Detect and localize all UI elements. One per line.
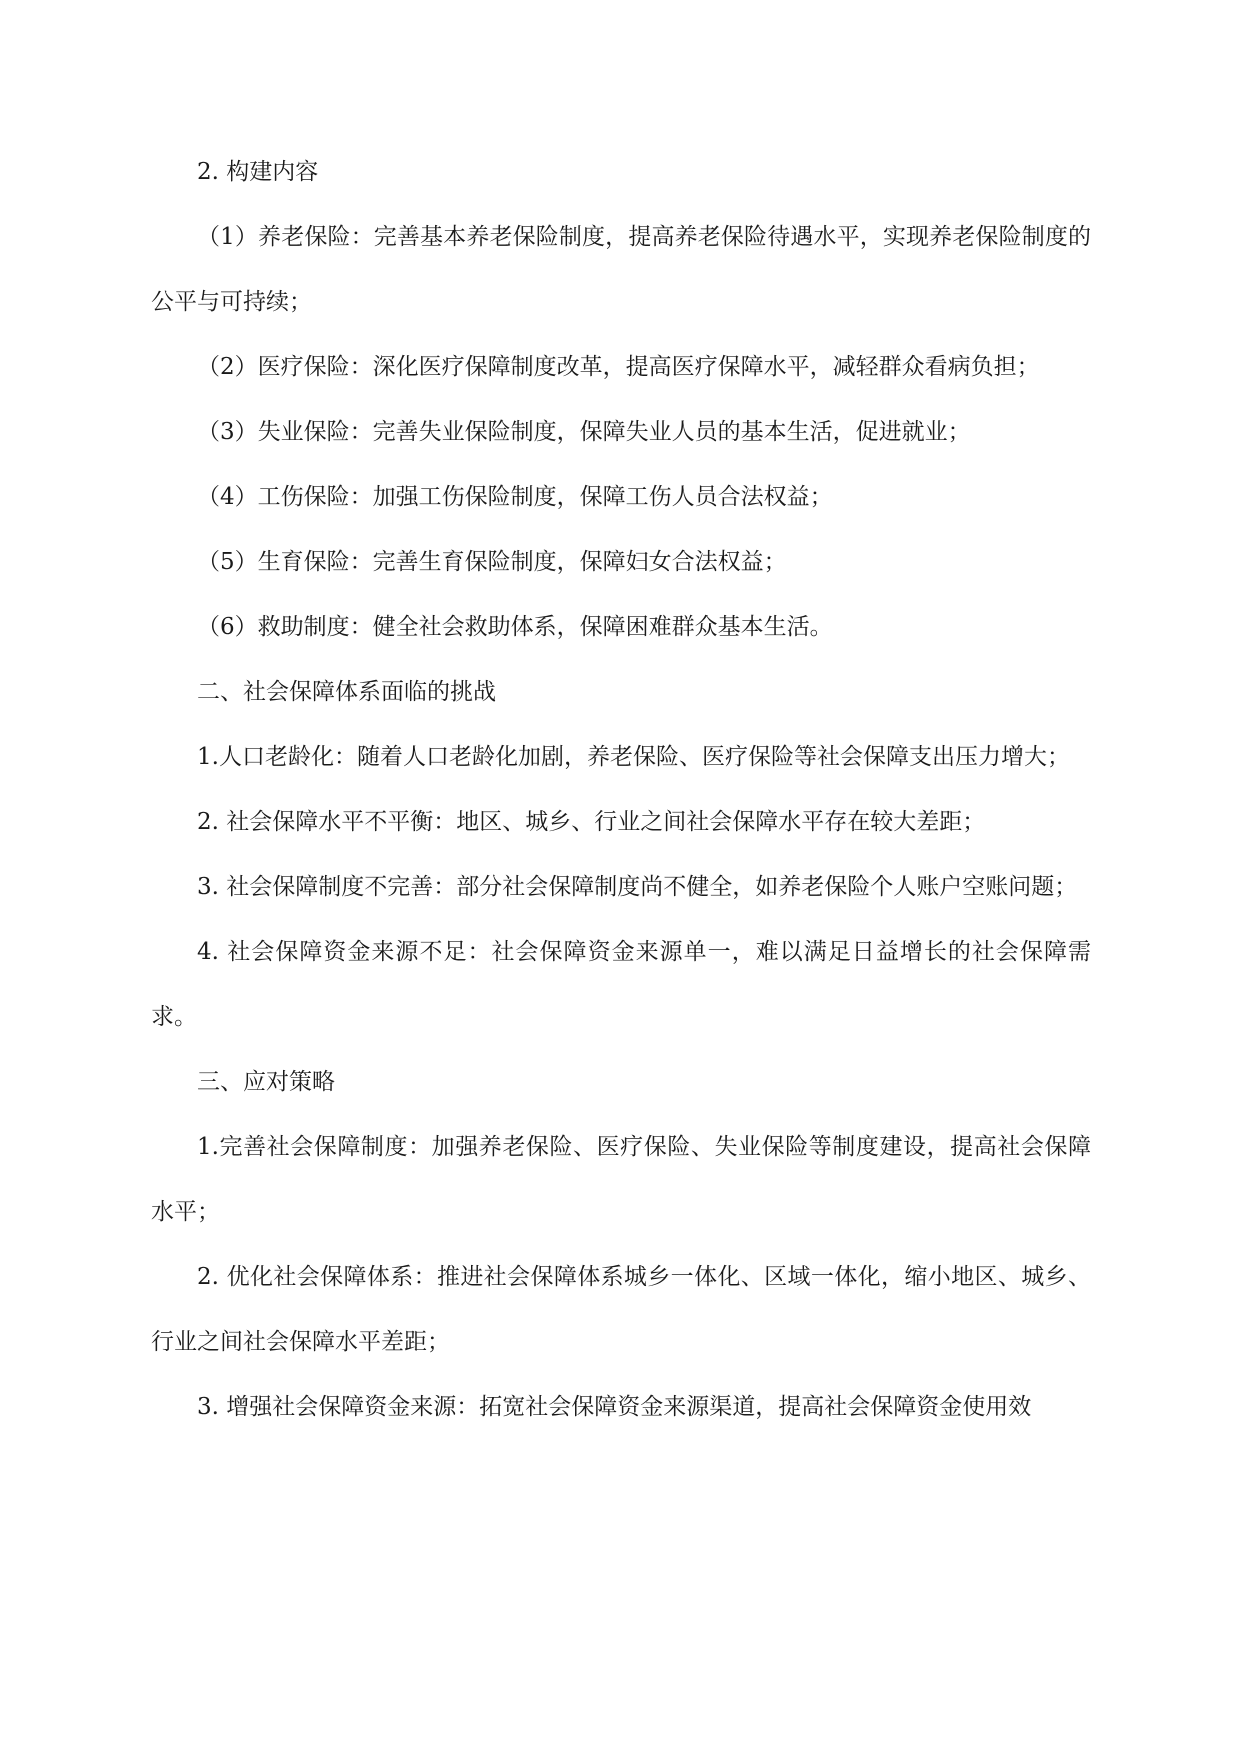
paragraph: 1.完善社会保障制度：加强养老保险、医疗保险、失业保险等制度建设，提高社会保障水平； — [151, 1134, 1091, 1225]
document-body — [151, 140, 1091, 1440]
paragraph: （4）工伤保险：加强工伤保险制度，保障工伤人员合法权益； — [197, 484, 833, 510]
paragraph: （3）失业保险：完善失业保险制度，保障失业人员的基本生活，促进就业； — [197, 419, 971, 445]
paragraph: （1）养老保险：完善基本养老保险制度，提高养老保险待遇水平，实现养老保险制度的公平与可持续； — [151, 224, 1091, 315]
paragraph: 2. 优化社会保障体系：推进社会保障体系城乡一体化、区域一体化，缩小地区、城乡、行业之间社会保障水平差距； — [151, 1264, 1091, 1355]
section-heading: 二、社会保障体系面临的挑战 — [197, 679, 496, 705]
paragraph: 2. 社会保障水平不平衡：地区、城乡、行业之间社会保障水平存在较大差距； — [197, 809, 986, 835]
paragraph: （5）生育保险：完善生育保险制度，保障妇女合法权益； — [197, 549, 787, 575]
paragraph: 1.人口老龄化：随着人口老龄化加剧，养老保险、医疗保险等社会保障支出压力增大； — [197, 744, 1070, 770]
paragraph: 3. 社会保障制度不完善：部分社会保障制度尚不健全，如养老保险个人账户空账问题； — [197, 874, 1078, 900]
section-heading: 三、应对策略 — [197, 1069, 335, 1095]
section-heading: 2. 构建内容 — [197, 159, 319, 185]
paragraph: （6）救助制度：健全社会救助体系，保障困难群众基本生活。 — [197, 614, 833, 640]
paragraph: 4. 社会保障资金来源不足：社会保障资金来源单一，难以满足日益增长的社会保障需求。 — [151, 939, 1091, 1030]
paragraph: （2）医疗保险：深化医疗保障制度改革，提高医疗保障水平，减轻群众看病负担； — [197, 354, 1040, 380]
paragraph: 3. 增强社会保障资金来源：拓宽社会保障资金来源渠道，提高社会保障资金使用效 — [197, 1394, 1032, 1420]
